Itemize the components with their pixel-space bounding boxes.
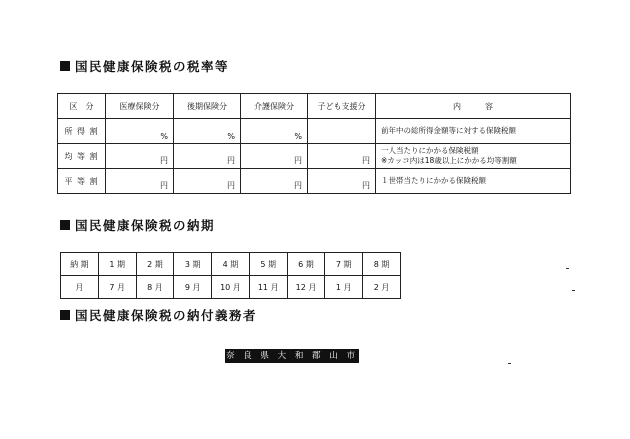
month-cell: 11 月 (249, 276, 287, 299)
rates-section-heading (60, 57, 229, 75)
month-cell: 1 月 (325, 276, 363, 299)
period-row (61, 253, 401, 276)
row-description: １世帯当たりにかかる保険税額 (376, 169, 571, 194)
period-cell: 2 期 (136, 253, 174, 276)
rates-section-title: 国民健康保険税の税率等 (75, 59, 230, 74)
scan-speck (572, 290, 575, 291)
header-category: 区 分 (58, 94, 106, 119)
obligor-section-heading (60, 306, 257, 324)
issuer-banner: 奈 良 県 大 和 郡 山 市 (226, 351, 358, 361)
rate-table-header-row (58, 94, 571, 119)
period-cell: 6 期 (287, 253, 325, 276)
month-cell: 2 月 (363, 276, 401, 299)
month-cell: 9 月 (174, 276, 212, 299)
medical-value: % (106, 119, 174, 144)
tax-rate-table (57, 93, 571, 194)
period-label: 納 期 (61, 253, 99, 276)
month-cell: 10 月 (212, 276, 250, 299)
scan-speck (566, 268, 569, 269)
row-label: 所 得 割 (58, 119, 106, 144)
child-support-value (308, 119, 376, 144)
due-section-title: 国民健康保険税の納期 (75, 218, 216, 233)
row-label: 均 等 割 (58, 144, 106, 169)
row-label: 平 等 割 (58, 169, 106, 194)
header-medical: 医療保険分 (106, 94, 174, 119)
header-content: 内 容 (376, 94, 571, 119)
period-cell: 7 期 (325, 253, 363, 276)
child-support-value: 円 (308, 144, 376, 169)
child-support-value: 円 (308, 169, 376, 194)
payment-due-table (60, 252, 401, 299)
medical-value: 円 (106, 169, 174, 194)
medical-value: 円 (106, 144, 174, 169)
period-cell: 5 期 (249, 253, 287, 276)
due-section-heading (60, 216, 215, 234)
late-elderly-value: 円 (174, 144, 241, 169)
late-elderly-value: 円 (174, 169, 241, 194)
black-square-icon (60, 61, 70, 71)
period-cell: 3 期 (174, 253, 212, 276)
header-nursing-care: 介護保険分 (241, 94, 308, 119)
table-row (58, 169, 571, 194)
row-description: 前年中の総所得金額等に対する保険税額 (376, 119, 571, 144)
period-cell: 1 期 (98, 253, 136, 276)
month-cell: 12 月 (287, 276, 325, 299)
period-cell: 4 期 (212, 253, 250, 276)
nursing-care-value: 円 (241, 169, 308, 194)
header-child-support: 子ども支援分 (308, 94, 376, 119)
month-label: 月 (61, 276, 99, 299)
nursing-care-value: % (241, 119, 308, 144)
black-square-icon (60, 220, 70, 230)
obligor-section-title: 国民健康保険税の納付義務者 (75, 308, 258, 323)
period-cell: 8 期 (363, 253, 401, 276)
month-cell: 7 月 (98, 276, 136, 299)
month-row (61, 276, 401, 299)
month-cell: 8 月 (136, 276, 174, 299)
scan-speck (508, 363, 511, 364)
table-row (58, 119, 571, 144)
row-description: 一人当たりにかかる保険税額 ※カッコ内は18歳以上にかかる均等割額 (376, 144, 571, 169)
late-elderly-value: % (174, 119, 241, 144)
nursing-care-value: 円 (241, 144, 308, 169)
black-square-icon (60, 310, 70, 320)
header-late-elderly: 後期保険分 (174, 94, 241, 119)
table-row (58, 144, 571, 169)
